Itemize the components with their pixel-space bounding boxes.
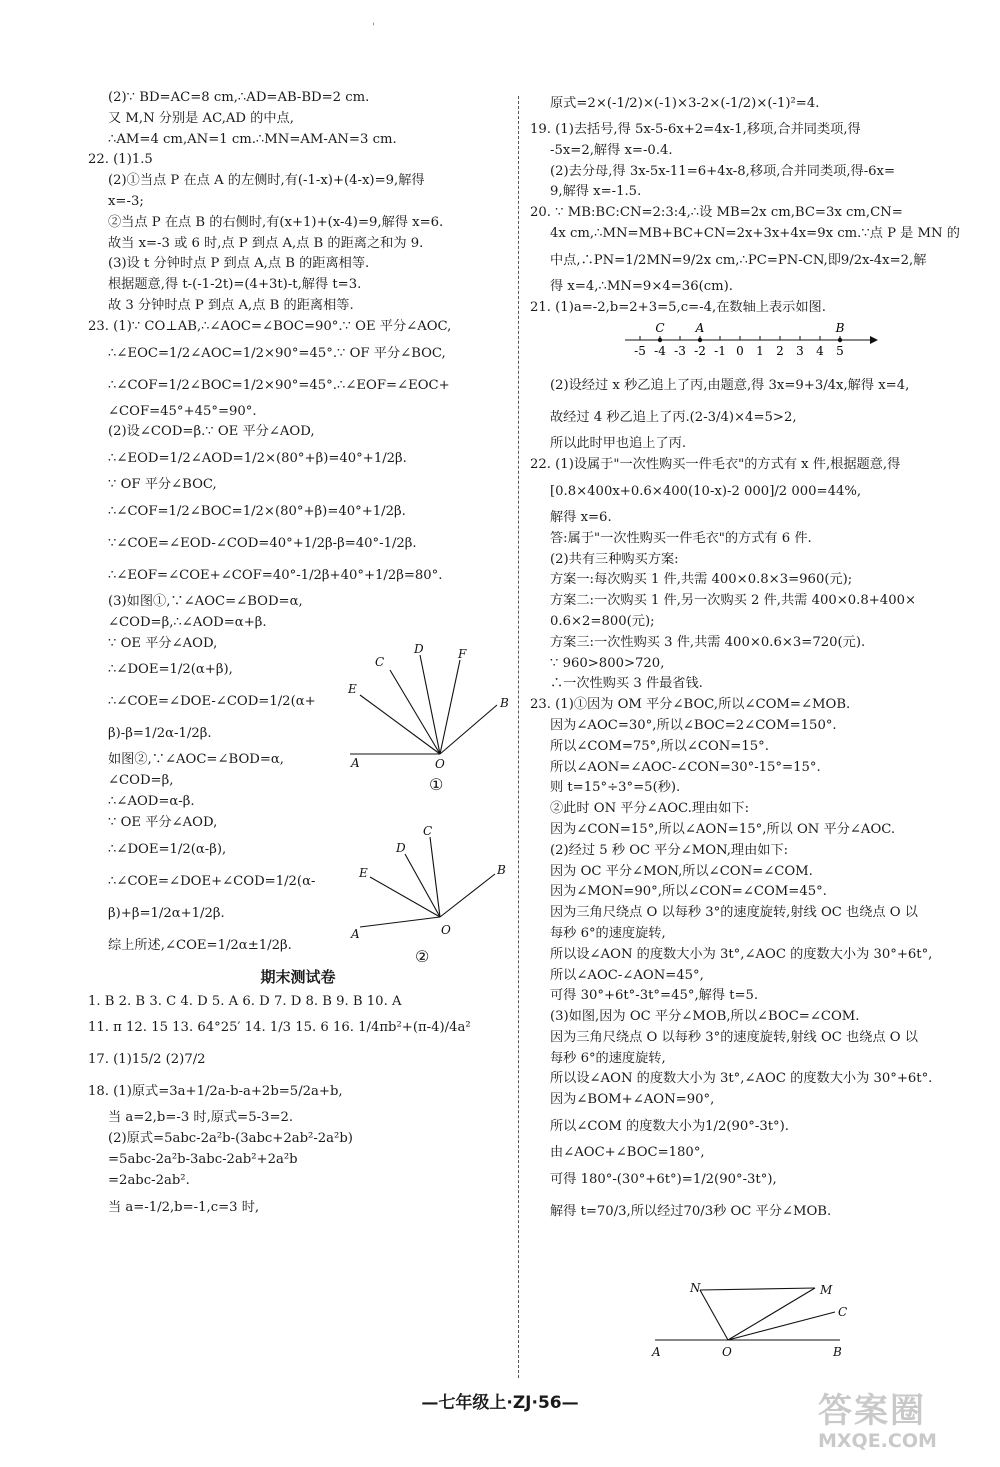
left-solution-line: ∵ OE 平分∠AOD, (108, 635, 218, 651)
number-line-point (838, 338, 842, 342)
left-solution-line: 根据题意,得 t-(-1-2t)=(4+3t)-t,解得 t=3. (108, 277, 362, 293)
fig2-label-o: O (441, 923, 451, 937)
left-solution-line: ∴∠COE=∠DOE-∠COD=1/2(α+ (108, 694, 316, 710)
right-solution-line: 因为∠BOM+∠AON=90°, (550, 1092, 715, 1108)
number-line-tick-label: -3 (674, 344, 686, 359)
fig1-label-d: D (414, 642, 424, 656)
right-solution-line: 所以此时甲也追上了丙. (550, 436, 687, 452)
right-solution-line: 23. (1)①因为 OM 平分∠BOC,所以∠COM=∠MOB. (530, 697, 851, 713)
left-solution-line: ∴∠EOC=1/2∠AOC=1/2×90°=45°.∵ OF 平分∠BOC, (108, 345, 446, 361)
fig1-caption: ① (429, 775, 444, 794)
fig1-label-b: B (500, 696, 509, 710)
right-solution-line: [0.8×400x+0.6×400(10-x)-2 000]/2 000=44%, (550, 483, 862, 499)
right-solution-line: 每秒 6°的速度旋转, (550, 1050, 666, 1066)
left-solution-line: ∠COD=β,∴∠AOD=α+β. (108, 614, 267, 630)
ray-oa (360, 917, 440, 927)
number-line-tick-label: 2 (776, 344, 784, 359)
right-solution-line: 原式=2×(-1/2)×(-1)×3-2×(-1/2)×(-1)²=4. (550, 96, 820, 111)
left-solution-line: ∴∠COF=1/2∠BOC=1/2×90°=45°.∴∠EOF=∠EOC+ (108, 377, 450, 393)
left-solution-line: x=-3; (108, 193, 144, 209)
left-solution-line: 23. (1)∵ CO⊥AB,∴∠AOC=∠BOC=90°.∵ OE 平分∠AOC, (88, 318, 452, 334)
right-solution-line: 解得 t=70/3,所以经过70/3秒 OC 平分∠MOB. (550, 1203, 832, 1219)
right-solution-line: 每秒 6°的速度旋转, (550, 925, 666, 941)
left-solution-line: (2)设∠COD=β.∵ OE 平分∠AOD, (108, 424, 315, 440)
right-solution-line: 所以∠AOC-∠AON=45°, (550, 967, 704, 983)
right-solution-line: ②此时 ON 平分∠AOC.理由如下: (550, 801, 750, 817)
right-solution-line: 可得 180°-(30°+6t°)=1/2(90°-3t°), (550, 1171, 777, 1187)
section-title: 期末测试卷 (260, 967, 336, 986)
right-solution-line: 因为 OC 平分∠MON,所以∠CON=∠COM. (550, 863, 813, 879)
left-solution-line: 综上所述,∠COE=1/2α±1/2β. (108, 937, 292, 953)
left-solution-line: (2)①当点 P 在点 A 的左侧时,有(-1-x)+(4-x)=9,解得 (108, 173, 425, 189)
left-solution-line: (3)设 t 分钟时点 P 到点 A,点 B 的距离相等. (108, 256, 370, 272)
left-solution-line: ∴∠EOF=∠COE+∠COF=40°-1/2β+40°+1/2β=80°. (108, 567, 443, 583)
left-solution-line: ∵∠COE=∠EOD-∠COD=40°+1/2β-β=40°-1/2β. (108, 535, 417, 551)
left-solution-line: ∴∠DOE=1/2(α+β), (108, 662, 233, 678)
answer-line: (2)原式=5abc-2a²b-(3abc+2ab²-2a²b) (108, 1131, 353, 1147)
answer-line: 当 a=-1/2,b=-1,c=3 时, (108, 1199, 260, 1215)
fig1-label-a: A (351, 756, 360, 770)
answer-line: 1. B 2. B 3. C 4. D 5. A 6. D 7. D 8. B 9. B 10. A (88, 993, 402, 1009)
left-solution-line: ②当点 P 在点 B 的右侧时,有(x+1)+(x-4)=9,解得 x=6. (108, 214, 444, 230)
number-line-tick-label: 0 (736, 344, 744, 359)
fig3-label-m: M (820, 1283, 833, 1297)
left-solution-line: ∠COD=β, (108, 773, 174, 789)
watermark-url: MXQE.COM (818, 1430, 937, 1452)
right-solution-line: ∴一次性购买 3 件最省钱. (550, 676, 703, 692)
number-line-point (658, 338, 662, 342)
left-solution-line: ∴∠AOD=α-β. (108, 793, 195, 809)
left-solution-line: ∴∠COF=1/2∠BOC=1/2×(80°+β)=40°+1/2β. (108, 503, 406, 519)
ray-oc (390, 670, 440, 754)
watermark (818, 1392, 988, 1458)
right-solution-line: 方案三:一次性购买 3 件,共需 400×0.6×3=720(元). (550, 634, 866, 650)
left-solution-line: ∴AM=4 cm,AN=1 cm.∴MN=AM-AN=3 cm. (108, 131, 397, 147)
left-solution-line: 又 M,N 分别是 AC,AD 的中点, (108, 110, 294, 126)
right-solution-line: 所以∠COM=75°,所以∠CON=15°. (550, 738, 769, 754)
left-solution-line: ∴∠COE=∠DOE+∠COD=1/2(α- (108, 873, 316, 889)
answer-line: 17. (1)15/2 (2)7/2 (88, 1052, 206, 1068)
segment-nm (700, 1288, 815, 1290)
number-line-tick-label: -1 (714, 344, 726, 359)
left-solution-line: 22. (1)1.5 (88, 152, 153, 168)
number-line-tick-label: -2 (694, 344, 706, 359)
right-solution-line: 因为∠MON=90°,所以∠CON=∠COM=45°. (550, 884, 827, 900)
left-solution-line: 如图②,∵∠AOC=∠BOD=α, (108, 752, 284, 768)
right-solution-line: 因为∠AOC=30°,所以∠BOC=2∠COM=150°. (550, 717, 837, 733)
right-solution-line: 9,解得 x=-1.5. (550, 184, 642, 200)
left-solution-line: β)+β=1/2α+1/2β. (108, 905, 225, 921)
right-solution-line: 答:属于"一次性购买一件毛衣"的方式有 6 件. (550, 530, 812, 546)
fig2-label-a: A (351, 927, 360, 941)
fig3-label-o: O (722, 1345, 732, 1359)
right-solution-line: 故经过 4 秒乙追上了丙.(2-3/4)×4=5>2, (550, 410, 797, 426)
fig1-label-f: F (458, 647, 467, 661)
number-line-tick-label: 4 (816, 344, 824, 359)
right-solution-line: 19. (1)去括号,得 5x-5-6x+2=4x-1,移项,合并同类项,得 (530, 122, 861, 137)
right-solution-line: 4x cm,∴MN=MB+BC+CN=2x+3x+4x=9x cm.∵点 P 是 MN 的 (550, 225, 960, 241)
left-solution-line: ∴∠DOE=1/2(α-β), (108, 841, 227, 857)
angle-figure-1 (345, 640, 515, 804)
column-divider (518, 96, 519, 1378)
right-solution-line: 所以∠COM 的度数大小为1/2(90°-3t°). (550, 1119, 789, 1135)
angle-figure-3 (650, 1270, 860, 1384)
right-solution-line: 20. ∵ MB:BC:CN=2:3:4,∴设 MB=2x cm,BC=3x cm,CN= (530, 205, 903, 221)
right-solution-line: ∵ 960>800>720, (550, 655, 665, 671)
final-exam-answers (88, 992, 508, 1224)
right-solution-line: (2)设经过 x 秒乙追上了丙,由题意,得 3x=9+3/4x,解得 x=4, (550, 378, 910, 394)
fig1-label-c: C (375, 655, 385, 669)
answer-line: =2abc-2ab². (108, 1172, 190, 1188)
number-line-point-label: A (695, 321, 705, 336)
answer-line: 当 a=2,b=-3 时,原式=5-3=2. (108, 1110, 294, 1126)
number-line-point-label: B (835, 321, 845, 336)
watermark-logo: 答案圈 (818, 1391, 926, 1431)
ray-od (420, 655, 440, 754)
ray-om (728, 1288, 815, 1340)
number-line-tick-label: 3 (796, 344, 804, 359)
number-line-point-label: C (655, 321, 665, 336)
right-solution-lines (530, 88, 970, 318)
ray-ob (440, 874, 495, 917)
left-solution-line: ∠COF=45°+45°=90°. (108, 403, 257, 419)
fig2-label-c: C (423, 824, 433, 838)
left-solution-line: ∵ OF 平分∠BOC, (108, 477, 217, 493)
fig3-label-b: B (833, 1345, 842, 1359)
angle-figure-2 (345, 822, 515, 971)
number-line (530, 318, 970, 370)
right-solution-line: (2)经过 5 秒 OC 平分∠MON,理由如下: (550, 842, 789, 858)
right-solution-line: 22. (1)设属于"一次性购买一件毛衣"的方式有 x 件,根据题意,得 (530, 457, 901, 473)
number-line-tick-label: -4 (654, 344, 666, 359)
right-solution-lines-2 (530, 370, 970, 1228)
left-solution-line: (2)∵ BD=AC=8 cm,∴AD=AB-BD=2 cm. (108, 90, 370, 105)
ray-oc (728, 1312, 835, 1340)
right-solution-line: 则 t=15°÷3°=5(秒). (550, 780, 681, 796)
right-solution-line: (2)去分母,得 3x-5x-11=6+4x-8,移项,合并同类项,得-6x= (550, 163, 896, 179)
fig3-label-n: N (690, 1281, 701, 1295)
right-solution-line: 因为三角尺绕点 O 以每秒 3°的速度旋转,射线 OC 也绕点 O 以 (550, 1029, 918, 1045)
fig3-label-c: C (838, 1305, 848, 1319)
number-line-point (698, 338, 702, 342)
right-solution-line: (2)共有三种购买方案: (550, 551, 679, 567)
right-solution-line: 所以设∠AON 的度数大小为 3t°,∠AOC 的度数大小为 30°+6t°, (550, 946, 933, 962)
right-solution-line: 所以∠AON=∠AOC-∠CON=30°-15°=15°. (550, 759, 821, 775)
top-mark: ' (372, 22, 375, 33)
right-column (530, 88, 970, 1228)
number-line-tick-label: -5 (634, 344, 646, 359)
answer-line: 11. π 12. 15 13. 64°25′ 14. 1/3 15. 6 16. 1/4πb²+(π-4)/4a² (88, 1020, 471, 1036)
right-solution-line: 方案二:一次购买 1 件,另一次购买 2 件,共需 400×0.8+400× (550, 593, 917, 609)
right-solution-line: 0.6×2=800(元); (550, 613, 655, 629)
right-solution-line: 因为三角尺绕点 O 以每秒 3°的速度旋转,射线 OC 也绕点 O 以 (550, 905, 918, 921)
right-solution-line: 方案一:每次购买 1 件,共需 400×0.8×3=960(元); (550, 572, 853, 588)
left-solution-line: (3)如图①,∵∠AOC=∠BOD=α, (108, 593, 303, 609)
number-line-arrow (870, 336, 878, 344)
right-solution-line: -5x=2,解得 x=-0.4. (550, 142, 673, 158)
answer-line: 18. (1)原式=3a+1/2a-b-a+2b=5/2a+b, (88, 1084, 343, 1100)
number-line-tick-label: 1 (756, 344, 764, 359)
fig1-label-e: E (348, 682, 357, 696)
right-solution-line: (3)如图,因为 OC 平分∠MOB,所以∠BOC=∠COM. (550, 1009, 860, 1025)
fig3-label-a: A (652, 1345, 661, 1359)
fig2-caption: ② (415, 947, 430, 966)
right-solution-line: 由∠AOC+∠BOC=180°, (550, 1145, 705, 1161)
ray-on (700, 1290, 728, 1340)
fig1-label-o: O (435, 757, 445, 771)
right-solution-line: 中点,∴PN=1/2MN=9/2x cm,∴PC=PN-CN,即9/2x-4x=2,解 (550, 252, 927, 268)
left-solution-line: 故 3 分钟时点 P 到点 A,点 B 的距离相等. (108, 297, 354, 313)
left-solution-line: ∵ OE 平分∠AOD, (108, 814, 218, 830)
fig2-label-e: E (359, 866, 368, 880)
left-solution-line: ∴∠EOD=1/2∠AOD=1/2×(80°+β)=40°+1/2β. (108, 451, 407, 467)
left-solution-line: β)-β=1/2α-1/2β. (108, 726, 212, 742)
left-solution-line: 故当 x=-3 或 6 时,点 P 到点 A,点 B 的距离之和为 9. (108, 235, 424, 251)
page-footer: —七年级上·ZJ·56— (421, 1393, 579, 1413)
right-solution-line: 得 x=4,∴MN=9×4=36(cm). (550, 278, 733, 294)
fig2-label-b: B (497, 863, 506, 877)
right-solution-line: 所以设∠AON 的度数大小为 3t°,∠AOC 的度数大小为 30°+6t°. (550, 1071, 933, 1087)
right-solution-line: 因为∠CON=15°,所以∠AON=15°,所以 ON 平分∠AOC. (550, 821, 896, 837)
right-solution-line: 21. (1)a=-2,b=2+3=5,c=-4,在数轴上表示如图. (530, 299, 826, 315)
fig2-label-d: D (396, 841, 406, 855)
right-solution-line: 可得 30°+6t°-3t°=45°,解得 t=5. (550, 988, 759, 1004)
number-line-tick-label: 5 (836, 344, 844, 359)
right-solution-line: 解得 x=6. (550, 509, 612, 525)
answer-line: =5abc-2a²b-3abc-2ab²+2a²b (108, 1151, 298, 1167)
ray-oe (360, 695, 440, 754)
ray-oc (430, 837, 440, 917)
